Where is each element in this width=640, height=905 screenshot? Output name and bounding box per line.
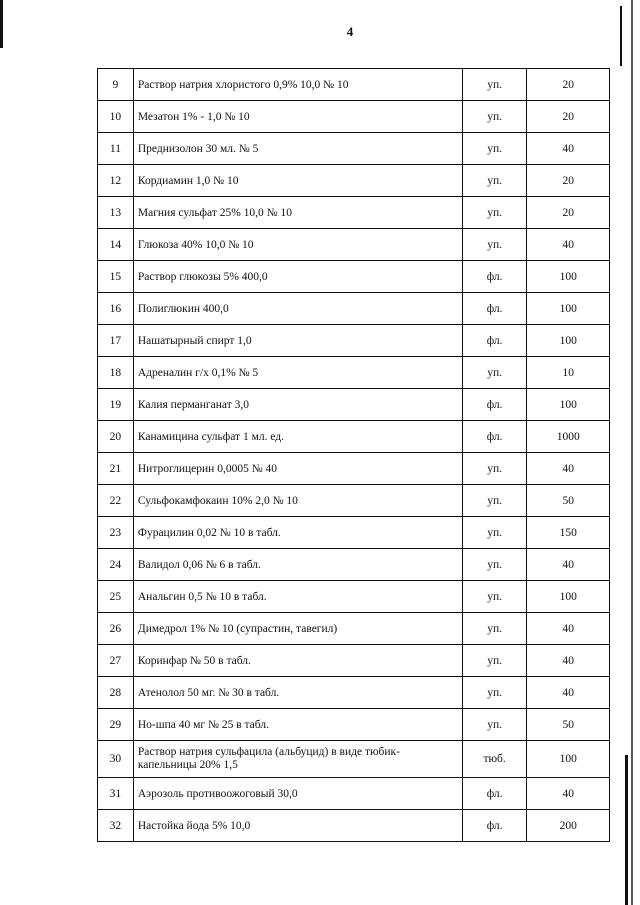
unit-cell: уп. bbox=[462, 197, 527, 229]
unit-cell: фл. bbox=[462, 778, 527, 810]
unit-cell: уп. bbox=[462, 165, 527, 197]
row-number-cell: 10 bbox=[98, 101, 134, 133]
quantity-cell: 150 bbox=[527, 517, 610, 549]
item-name-cell: Магния сульфат 25% 10,0 № 10 bbox=[133, 197, 462, 229]
unit-cell: фл. bbox=[462, 261, 527, 293]
row-number-cell: 12 bbox=[98, 165, 134, 197]
unit-cell: фл. bbox=[462, 810, 527, 842]
table-row bbox=[98, 517, 610, 549]
quantity-cell: 40 bbox=[527, 613, 610, 645]
table-row bbox=[98, 677, 610, 709]
table-row bbox=[98, 229, 610, 261]
table-row bbox=[98, 453, 610, 485]
table-row bbox=[98, 165, 610, 197]
quantity-cell: 200 bbox=[527, 810, 610, 842]
row-number-cell: 30 bbox=[98, 741, 134, 778]
quantity-cell: 40 bbox=[527, 229, 610, 261]
item-name-cell: Аэрозоль противоожоговый 30,0 bbox=[133, 778, 462, 810]
item-name-cell: Коринфар № 50 в табл. bbox=[133, 645, 462, 677]
row-number-cell: 21 bbox=[98, 453, 134, 485]
row-number-cell: 24 bbox=[98, 549, 134, 581]
item-name-cell: Нашатырный спирт 1,0 bbox=[133, 325, 462, 357]
unit-cell: уп. bbox=[462, 549, 527, 581]
quantity-cell: 20 bbox=[527, 101, 610, 133]
quantity-cell: 100 bbox=[527, 741, 610, 778]
quantity-cell: 100 bbox=[527, 325, 610, 357]
table-row bbox=[98, 133, 610, 165]
item-name-cell: Адреналин г/х 0,1% № 5 bbox=[133, 357, 462, 389]
unit-cell: фл. bbox=[462, 293, 527, 325]
table-row bbox=[98, 485, 610, 517]
item-name-cell: Глюкоза 40% 10,0 № 10 bbox=[133, 229, 462, 261]
table-row bbox=[98, 810, 610, 842]
table-row bbox=[98, 261, 610, 293]
quantity-cell: 20 bbox=[527, 69, 610, 101]
row-number-cell: 26 bbox=[98, 613, 134, 645]
item-name-cell: Раствор глюкозы 5% 400,0 bbox=[133, 261, 462, 293]
table-row bbox=[98, 778, 610, 810]
quantity-cell: 40 bbox=[527, 549, 610, 581]
item-name-cell: Анальгин 0,5 № 10 в табл. bbox=[133, 581, 462, 613]
item-name-cell: Раствор натрия сульфацила (альбуцид) в виде тюбик-капельницы 20% 1,5 bbox=[133, 741, 462, 778]
unit-cell: уп. bbox=[462, 645, 527, 677]
row-number-cell: 19 bbox=[98, 389, 134, 421]
row-number-cell: 27 bbox=[98, 645, 134, 677]
unit-cell: уп. bbox=[462, 517, 527, 549]
item-name-cell: Сульфокамфокаин 10% 2,0 № 10 bbox=[133, 485, 462, 517]
item-name-cell: Полиглюкин 400,0 bbox=[133, 293, 462, 325]
quantity-cell: 20 bbox=[527, 197, 610, 229]
quantity-cell: 100 bbox=[527, 261, 610, 293]
unit-cell: уп. bbox=[462, 453, 527, 485]
row-number-cell: 16 bbox=[98, 293, 134, 325]
item-name-cell: Димедрол 1% № 10 (супрастин, тавегил) bbox=[133, 613, 462, 645]
quantity-cell: 40 bbox=[527, 645, 610, 677]
unit-cell: тюб. bbox=[462, 741, 527, 778]
row-number-cell: 20 bbox=[98, 421, 134, 453]
table-row bbox=[98, 197, 610, 229]
row-number-cell: 23 bbox=[98, 517, 134, 549]
row-number-cell: 18 bbox=[98, 357, 134, 389]
table-row bbox=[98, 549, 610, 581]
row-number-cell: 17 bbox=[98, 325, 134, 357]
quantity-cell: 40 bbox=[527, 453, 610, 485]
row-number-cell: 13 bbox=[98, 197, 134, 229]
quantity-cell: 40 bbox=[527, 778, 610, 810]
table-row bbox=[98, 357, 610, 389]
scan-edge-mark-right-bottom bbox=[625, 755, 628, 905]
item-name-cell: Преднизолон 30 мл. № 5 bbox=[133, 133, 462, 165]
row-number-cell: 14 bbox=[98, 229, 134, 261]
table-row bbox=[98, 741, 610, 778]
scan-edge-line-right bbox=[631, 0, 633, 905]
quantity-cell: 100 bbox=[527, 581, 610, 613]
item-name-cell: Калия перманганат 3,0 bbox=[133, 389, 462, 421]
unit-cell: уп. bbox=[462, 229, 527, 261]
row-number-cell: 25 bbox=[98, 581, 134, 613]
quantity-cell: 50 bbox=[527, 485, 610, 517]
row-number-cell: 22 bbox=[98, 485, 134, 517]
table-row bbox=[98, 421, 610, 453]
unit-cell: уп. bbox=[462, 101, 527, 133]
quantity-cell: 40 bbox=[527, 133, 610, 165]
row-number-cell: 28 bbox=[98, 677, 134, 709]
item-name-cell: Мезатон 1% - 1,0 № 10 bbox=[133, 101, 462, 133]
item-name-cell: Фурацилин 0,02 № 10 в табл. bbox=[133, 517, 462, 549]
table-row bbox=[98, 325, 610, 357]
row-number-cell: 32 bbox=[98, 810, 134, 842]
unit-cell: фл. bbox=[462, 389, 527, 421]
table-row bbox=[98, 709, 610, 741]
item-name-cell: Кордиамин 1,0 № 10 bbox=[133, 165, 462, 197]
item-name-cell: Но-шпа 40 мг № 25 в табл. bbox=[133, 709, 462, 741]
unit-cell: уп. bbox=[462, 69, 527, 101]
unit-cell: уп. bbox=[462, 485, 527, 517]
table-row bbox=[98, 101, 610, 133]
table-row bbox=[98, 581, 610, 613]
item-name-cell: Атенолол 50 мг. № 30 в табл. bbox=[133, 677, 462, 709]
table-row bbox=[98, 613, 610, 645]
unit-cell: фл. bbox=[462, 325, 527, 357]
unit-cell: уп. bbox=[462, 581, 527, 613]
quantity-cell: 10 bbox=[527, 357, 610, 389]
quantity-cell: 40 bbox=[527, 677, 610, 709]
row-number-cell: 9 bbox=[98, 69, 134, 101]
unit-cell: уп. bbox=[462, 357, 527, 389]
page-number: 4 bbox=[346, 24, 354, 39]
unit-cell: уп. bbox=[462, 133, 527, 165]
unit-cell: уп. bbox=[462, 613, 527, 645]
item-name-cell: Валидол 0,06 № 6 в табл. bbox=[133, 549, 462, 581]
row-number-cell: 11 bbox=[98, 133, 134, 165]
unit-cell: фл. bbox=[462, 421, 527, 453]
medications-table-body bbox=[98, 69, 610, 842]
row-number-cell: 31 bbox=[98, 778, 134, 810]
quantity-cell: 100 bbox=[527, 293, 610, 325]
item-name-cell: Канамицина сульфат 1 мл. ед. bbox=[133, 421, 462, 453]
item-name-cell: Раствор натрия хлористого 0,9% 10,0 № 10 bbox=[133, 69, 462, 101]
item-name-cell: Настойка йода 5% 10,0 bbox=[133, 810, 462, 842]
unit-cell: уп. bbox=[462, 677, 527, 709]
medications-table bbox=[97, 68, 610, 842]
row-number-cell: 29 bbox=[98, 709, 134, 741]
quantity-cell: 20 bbox=[527, 165, 610, 197]
table-row bbox=[98, 645, 610, 677]
quantity-cell: 50 bbox=[527, 709, 610, 741]
quantity-cell: 100 bbox=[527, 389, 610, 421]
table-row bbox=[98, 389, 610, 421]
item-name-cell: Нитроглицерин 0,0005 № 40 bbox=[133, 453, 462, 485]
row-number-cell: 15 bbox=[98, 261, 134, 293]
unit-cell: уп. bbox=[462, 709, 527, 741]
table-row bbox=[98, 69, 610, 101]
table-row bbox=[98, 293, 610, 325]
quantity-cell: 1000 bbox=[527, 421, 610, 453]
